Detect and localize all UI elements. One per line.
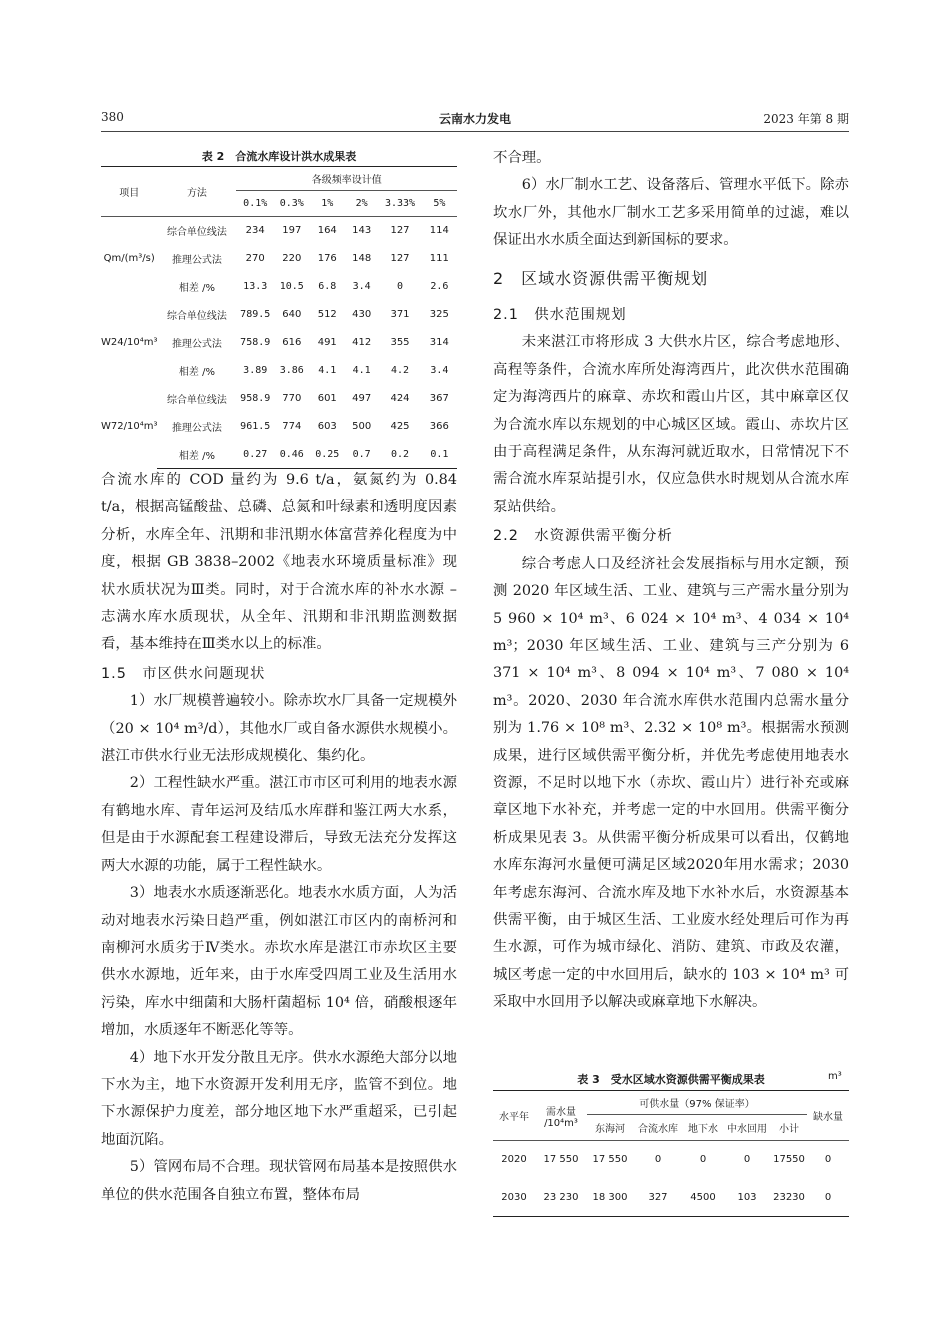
table2-cell: 220 (282, 253, 302, 264)
table2-cell: 0.2 (378, 441, 421, 469)
table3-cell: 0 (807, 1179, 849, 1217)
table3-cell: 2030 (493, 1179, 535, 1217)
table3-sub: 东海河 (595, 1124, 625, 1135)
table2-caption: 表 2 合流水库设计洪水成果表 (201, 150, 357, 163)
table2-cell: 424 (390, 393, 410, 404)
table3-cell: 17550 (773, 1154, 805, 1166)
table2-cell: 148 (352, 253, 372, 264)
table2-item-w72: W72/10⁴m³ (101, 421, 158, 432)
table-row (493, 1179, 849, 1217)
table2-cell: 412 (352, 337, 372, 348)
table2-cell: 774 (282, 421, 302, 432)
table2-method: 相差 /% (178, 367, 215, 378)
table3-cell: 0 (743, 1154, 751, 1166)
section-heading-2-1: 2.1 供水范围规划 (493, 307, 627, 324)
table-row (493, 1141, 849, 1179)
table3-cell: 327 (633, 1179, 683, 1217)
table2-cell: 958.9 (240, 393, 271, 404)
paragraph: 未来湛江市将形成 3 大供水片区，综合考虑地形、高程等条件，合流水库所处海湾西片，此次供水范围确定为海湾西片的麻章、赤坎和霞山片区，其中麻章区仅为合流水库以东规划的中心城区区域。霞山、赤坎片区由于高程满足条件，从东海河就近取水，日常情况下不需合流水库泵站提引水，仅应急供水时规划从合流水库泵站供给。 (493, 334, 849, 515)
table2-method: 综合单位线法 (166, 227, 227, 239)
table2-cell: 355 (390, 337, 410, 348)
table2-freq: 0.3% (279, 198, 304, 209)
table2-cell: 601 (317, 393, 337, 404)
table2-cell: 961.5 (240, 421, 271, 432)
table2-cell: 770 (282, 393, 302, 404)
table2-freq: 2% (355, 198, 368, 209)
table3-head-short: 缺水量 (807, 1091, 849, 1141)
table2-cell: 127 (390, 253, 410, 264)
table2-cell: 758.9 (240, 337, 271, 348)
table2-cell: 3.4 (352, 281, 371, 292)
table-row (101, 385, 457, 413)
page-number: 380 (101, 110, 124, 124)
table3-cell: 0 (699, 1154, 707, 1166)
table2-cell: 512 (317, 309, 337, 320)
paragraph: 5）管网布局不合理。现状管网布局基本是按照供水单位的供水范围各自独立布置，整体布局 (101, 1159, 457, 1203)
table2-cell: 497 (352, 393, 372, 404)
paragraph: 6）水厂制水工艺、设备落后、管理水平低下。除赤坎水厂外，其他水厂制水工艺多采用简单的过滤，难以保证出水水质全面达到新国标的要求。 (493, 177, 849, 249)
table3-sub: 合流水库 (638, 1124, 678, 1135)
table2-cell: 13.3 (243, 281, 268, 292)
header-rule (101, 131, 849, 132)
table3-unit: m³ (828, 1071, 842, 1082)
table3-sub: 中水回用 (727, 1124, 767, 1135)
table2-cell: 314 (429, 337, 449, 348)
table3-cell: 0 (824, 1154, 832, 1166)
table2-method: 相差 /% (157, 441, 236, 469)
table2-cell: 616 (282, 337, 302, 348)
table2-method: 推理公式法 (171, 255, 222, 266)
table2-cell: 197 (282, 225, 302, 237)
table3-cell: 2020 (501, 1154, 527, 1166)
table3-cell: 17 550 (592, 1154, 628, 1166)
table2-item-q: Qm/(m³/s) (103, 253, 155, 265)
paragraph: 1）水厂规模普遍较小。除赤坎水厂具备一定规模外（20 × 10⁴ m³/d），其他水厂或自备水源供水规模小。湛江市供水行业无法形成规模化、集约化。 (101, 693, 457, 765)
table2-cell: 3.86 (279, 365, 304, 376)
table2-cell: 789.5 (240, 309, 271, 320)
table2-cell: 176 (317, 253, 337, 264)
paragraph: 合流水库的 COD 量约为 9.6 t/a，氨氮约为 0.84 t/a，根据高锰酸盐、总磷、总氮和叶绿素和透明度因素分析，水库全年、汛期和非汛期水体富营养化程度为中度，根据 GB 3838–2002《地表水环境质量标准》现状水质状况为Ⅲ类。同时，对于合流水库的补水水源 – 志满水库水质现状，从全年、汛期和非汛期监测数据看，基本维持在Ⅲ类水以上的标准。 (101, 472, 457, 653)
table2-cell: 143 (352, 225, 372, 237)
table2-cell: 114 (429, 225, 449, 237)
section-heading-2-2: 2.2 水资源供需平衡分析 (493, 528, 673, 545)
table3-cell: 103 (723, 1179, 771, 1217)
table2-cell: 3.4 (430, 365, 449, 376)
table2-cell: 0.1 (422, 441, 457, 469)
paragraph: 不合理。 (493, 150, 551, 166)
table2-head-group: 各级频率设计值 (236, 167, 457, 191)
table3-cell: 23230 (771, 1179, 807, 1217)
table3-sub: 地下水 (688, 1124, 718, 1135)
section-heading-2: 2 区域水资源供需平衡规划 (493, 268, 709, 288)
table2-cell: 4.2 (390, 365, 410, 376)
right-column (493, 145, 849, 1017)
table-row (101, 301, 457, 329)
section-heading-1-5: 1.5 市区供水问题现状 (101, 665, 266, 682)
table2-cell: 0.46 (274, 441, 309, 469)
table2-cell: 430 (352, 309, 372, 320)
table2-head-method: 方法 (157, 167, 236, 217)
table2-method: 推理公式法 (171, 339, 222, 350)
table3-cell: 0 (654, 1154, 662, 1166)
table2-cell: 0.7 (345, 441, 378, 469)
paragraph: 2）工程性缺水严重。湛江市市区可利用的地表水源有鹤地水库、青年运河及结瓜水库群和鉴江两大水系，但是由于水源配套工程建设滞后，导致无法充分发挥这两大水源的功能，属于工程性缺水。 (101, 775, 457, 874)
table2-method: 相差 /% (178, 283, 215, 294)
table3-cell: 17 550 (543, 1154, 579, 1166)
table3-head-demand: 需水量 /10⁴m³ (535, 1091, 587, 1141)
table2-cell: 234 (245, 225, 265, 237)
table3-cell: 18 300 (587, 1179, 633, 1217)
table2-freq: 3.33% (384, 198, 416, 209)
table2-cell: 164 (317, 225, 337, 237)
table2-cell: 640 (282, 309, 302, 320)
left-column (101, 467, 457, 1209)
table2-cell: 603 (317, 421, 337, 432)
table2-cell: 4.1 (318, 365, 337, 376)
table2-cell: 3.89 (243, 365, 268, 376)
table2-cell: 366 (429, 421, 449, 432)
table3-cell: 4500 (683, 1179, 723, 1217)
running-header (101, 110, 849, 130)
issue-label: 2023 年第 8 期 (763, 112, 849, 126)
table2-cell: 4.1 (352, 365, 371, 376)
table2-cell: 325 (429, 309, 449, 320)
table2-cell: 6.8 (318, 281, 337, 292)
table3-head-supply: 可供水量（97% 保证率） (587, 1091, 807, 1115)
table-row (101, 217, 457, 245)
table2-item-w24: W24/10⁴m³ (101, 337, 158, 348)
table3 (493, 1090, 849, 1217)
journal-title: 云南水力发电 (438, 112, 511, 126)
table3-head-year: 水平年 (493, 1091, 535, 1141)
table2-cell: 10.5 (279, 281, 304, 292)
table2-method: 综合单位线法 (166, 311, 227, 322)
table2-freq: 5% (433, 198, 446, 209)
table2-cell: 127 (390, 225, 410, 237)
table2-cell: 425 (390, 421, 410, 432)
table2-freq: 1% (321, 198, 334, 209)
paragraph: 4）地下水开发分散且无序。供水水源绝大部分以地下水为主，地下水资源开发利用无序，监管不到位。地下水源保护力度差，部分地区地下水严重超采，已引起地面沉陷。 (101, 1049, 457, 1148)
table2-cell: 2.6 (430, 281, 449, 292)
table3-sub: 小计 (779, 1124, 799, 1135)
table2-cell: 371 (390, 309, 410, 320)
table2-cell: 367 (429, 393, 449, 404)
paragraph: 3）地表水水质逐渐恶化。地表水水质方面，人为活动对地表水污染日趋严重，例如湛江市区内的南桥河和南柳河水质劣于Ⅳ类水。赤坎水库是湛江市赤坎区主要供水水源地，近年来，由于水库受四周工业及生活用水污染，库水中细菌和大肠杆菌超标 10⁴ 倍，硝酸根逐年增加，水质逐年不断恶化等等。 (101, 885, 457, 1039)
table3-cell: 23 230 (535, 1179, 587, 1217)
table2-freq: 0.1% (243, 198, 268, 209)
table2-method: 推理公式法 (171, 423, 222, 434)
table2-cell: 111 (429, 253, 449, 264)
table2 (101, 166, 457, 469)
table2-method: 综合单位线法 (166, 395, 227, 406)
table2-head-item: 项目 (101, 167, 157, 217)
table2-cell: 0.27 (236, 441, 274, 469)
table2-cell: 0.25 (310, 441, 345, 469)
table2-cell: 0 (396, 281, 404, 292)
table2-cell: 270 (245, 253, 265, 264)
table2-cell: 500 (352, 421, 372, 432)
table2-cell: 491 (317, 337, 337, 348)
paragraph: 综合考虑人口及经济社会发展指标与用水定额，预测 2020 年区域生活、工业、建筑与三产需水量分别为 5 960 × 10⁴ m³、6 024 × 10⁴ m³、4 034 × 10⁴ m³；2030 年区域生活、工业、建筑与三产分别为 6 371 × 10⁴ m³、8 094 × 10⁴ m³、7 080 × 10⁴ m³。2020、2030 年合流水库供水范围内总需水量分别为 1.76 × 10⁸ m³、2.32 × 10⁸ m³。根据需水预测成果，进行区域供需平衡分析，并优先考虑使用地表水资源，不足时以地下水（赤坎、霞山片）进行补充或麻章区地下水补充，并考虑一定的中水回用。供需平衡分析成果见表 3。从供需平衡分析成果可以看出，仅鹤地水库东海河水量便可满足区域2020年用水需求；2030年考虑东海河、合流水库及地下水补水后，水资源基本供需平衡，由于城区生活、工业废水经处理后可作为再生水源，可作为城市绿化、消防、建筑、市政及农灌，城区考虑一定的中水回用后，缺水的 103 × 10⁴ m³ 可采取中水回用予以解决或麻章地下水解决。 (493, 555, 849, 1011)
table3-caption: 表 3 受水区域水资源供需平衡成果表 (577, 1073, 765, 1086)
